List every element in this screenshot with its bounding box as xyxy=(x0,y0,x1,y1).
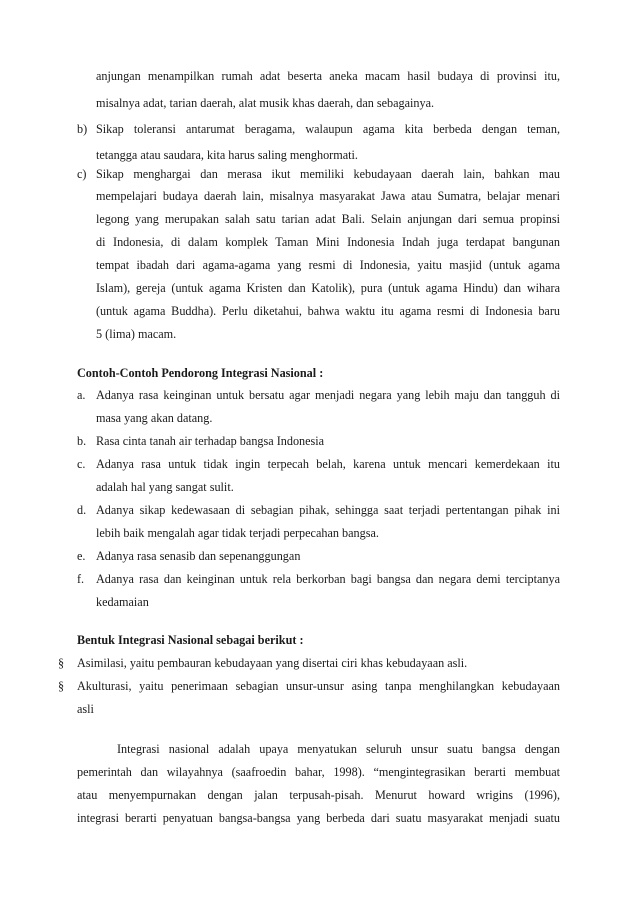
pendorong-e-line-1: Adanya rasa senasib dan sepenanggungan xyxy=(96,549,301,563)
pendorong-d-line-2: lebih baik mengalah agar tidak terjadi perpecahan bangsa. xyxy=(96,526,379,540)
pendorong-a-marker: a. xyxy=(77,388,86,402)
pendorong-f-line-1: Adanya rasa dan keinginan untuk rela berkorban bagi bangsa dan negara demi terciptanya xyxy=(96,572,560,586)
paragraph-line-1: Integrasi nasional adalah upaya menyatukan seluruh unsur suatu bangsa dengan xyxy=(117,742,560,756)
bentuk-2-marker: § xyxy=(58,679,65,693)
pendorong-f-line-2: kedamaian xyxy=(96,595,149,609)
list-c-marker: c) xyxy=(77,167,87,181)
pendorong-f-marker: f. xyxy=(77,572,85,586)
list-b-line-1: Sikap toleransi antarumat beragama, walaupun agama kita berbeda dengan teman, xyxy=(96,122,560,136)
list-c-line-1: Sikap menghargai dan merasa ikut memiliki kebudayaan daerah lain, bahkan mau xyxy=(96,167,560,181)
list-c-line-4: di Indonesia, di dalam komplek Taman Mini Indonesia Indah juga terdapat bangunan xyxy=(96,235,560,249)
pendorong-e-marker: e. xyxy=(77,549,86,563)
list-c-line-6: Islam), gereja (untuk agama Kristen dan Katolik), pura (untuk agama Hindu) dan wihara xyxy=(96,281,560,295)
list-c-line-8: 5 (lima) macam. xyxy=(96,327,177,341)
pendorong-d-line-1: Adanya sikap kedewasaan di sebagian pihak, sehingga saat terjadi pertentangan pihak ini xyxy=(96,503,560,517)
pendorong-c-line-1: Adanya rasa untuk tidak ingin terpecah belah, karena untuk mencari kemerdekaan itu xyxy=(96,457,560,471)
pendorong-b-marker: b. xyxy=(77,434,87,448)
list-c-line-5: tempat ibadah dari agama-agama yang resmi di Indonesia, yaitu masjid (untuk agama xyxy=(96,258,560,272)
pendorong-a-line-2: masa yang akan datang. xyxy=(96,411,213,425)
list-a-line-2: misalnya adat, tarian daerah, alat musik khas daerah, dan sebagainya. xyxy=(96,96,435,110)
list-b-line-2: tetangga atau saudara, kita harus saling menghormati. xyxy=(96,148,358,162)
list-c-line-7: (untuk agama Buddha). Perlu diketahui, bahwa waktu itu agama resmi di Indonesia baru xyxy=(96,304,560,318)
pendorong-c-marker: c. xyxy=(77,457,86,471)
pendorong-d-marker: d. xyxy=(77,503,87,517)
list-c-line-2: mempelajari budaya daerah lain, misalnya masyarakat Jawa atau Sumatra, belajar menari xyxy=(96,189,560,203)
bentuk-2-line-2: asli xyxy=(77,702,94,716)
paragraph-line-3: atau menyempurnakan dengan jalan terpusah-pisah. Menurut howard wrigins (1996), xyxy=(77,788,560,802)
list-b-marker: b) xyxy=(77,122,88,136)
paragraph-line-2: pemerintah dan wilayahnya (saafroedin bahar, 1998). “mengintegrasikan berarti membuat xyxy=(77,765,560,779)
list-a-line-1: anjungan menampilkan rumah adat beserta aneka macam hasil budaya di provinsi itu, xyxy=(96,69,560,83)
bentuk-heading: Bentuk Integrasi Nasional sebagai berikut : xyxy=(77,633,304,647)
pendorong-heading: Contoh-Contoh Pendorong Integrasi Nasional : xyxy=(77,366,324,380)
list-c-line-3: legong yang merupakan salah satu tarian adat Bali. Selain anjungan dari semua propinsi xyxy=(96,212,560,226)
pendorong-b-line-1: Rasa cinta tanah air terhadap bangsa Indonesia xyxy=(96,434,325,448)
bentuk-2-line-1: Akulturasi, yaitu penerimaan sebagian unsur-unsur asing tanpa menghilangkan kebudayaan xyxy=(77,679,560,693)
pendorong-c-line-2: adalah hal yang sangat sulit. xyxy=(96,480,234,494)
paragraph-line-4: integrasi berarti penyatuan bangsa-bangsa yang berbeda dari suatu masyarakat menjadi suatu xyxy=(77,811,560,825)
pendorong-a-line-1: Adanya rasa keinginan untuk bersatu agar menjadi negara yang lebih maju dan tangguh di xyxy=(96,388,560,402)
bentuk-1-line-1: Asimilasi, yaitu pembauran kebudayaan yang disertai ciri khas kebudayaan asli. xyxy=(77,656,468,670)
bentuk-1-marker: § xyxy=(58,656,65,670)
